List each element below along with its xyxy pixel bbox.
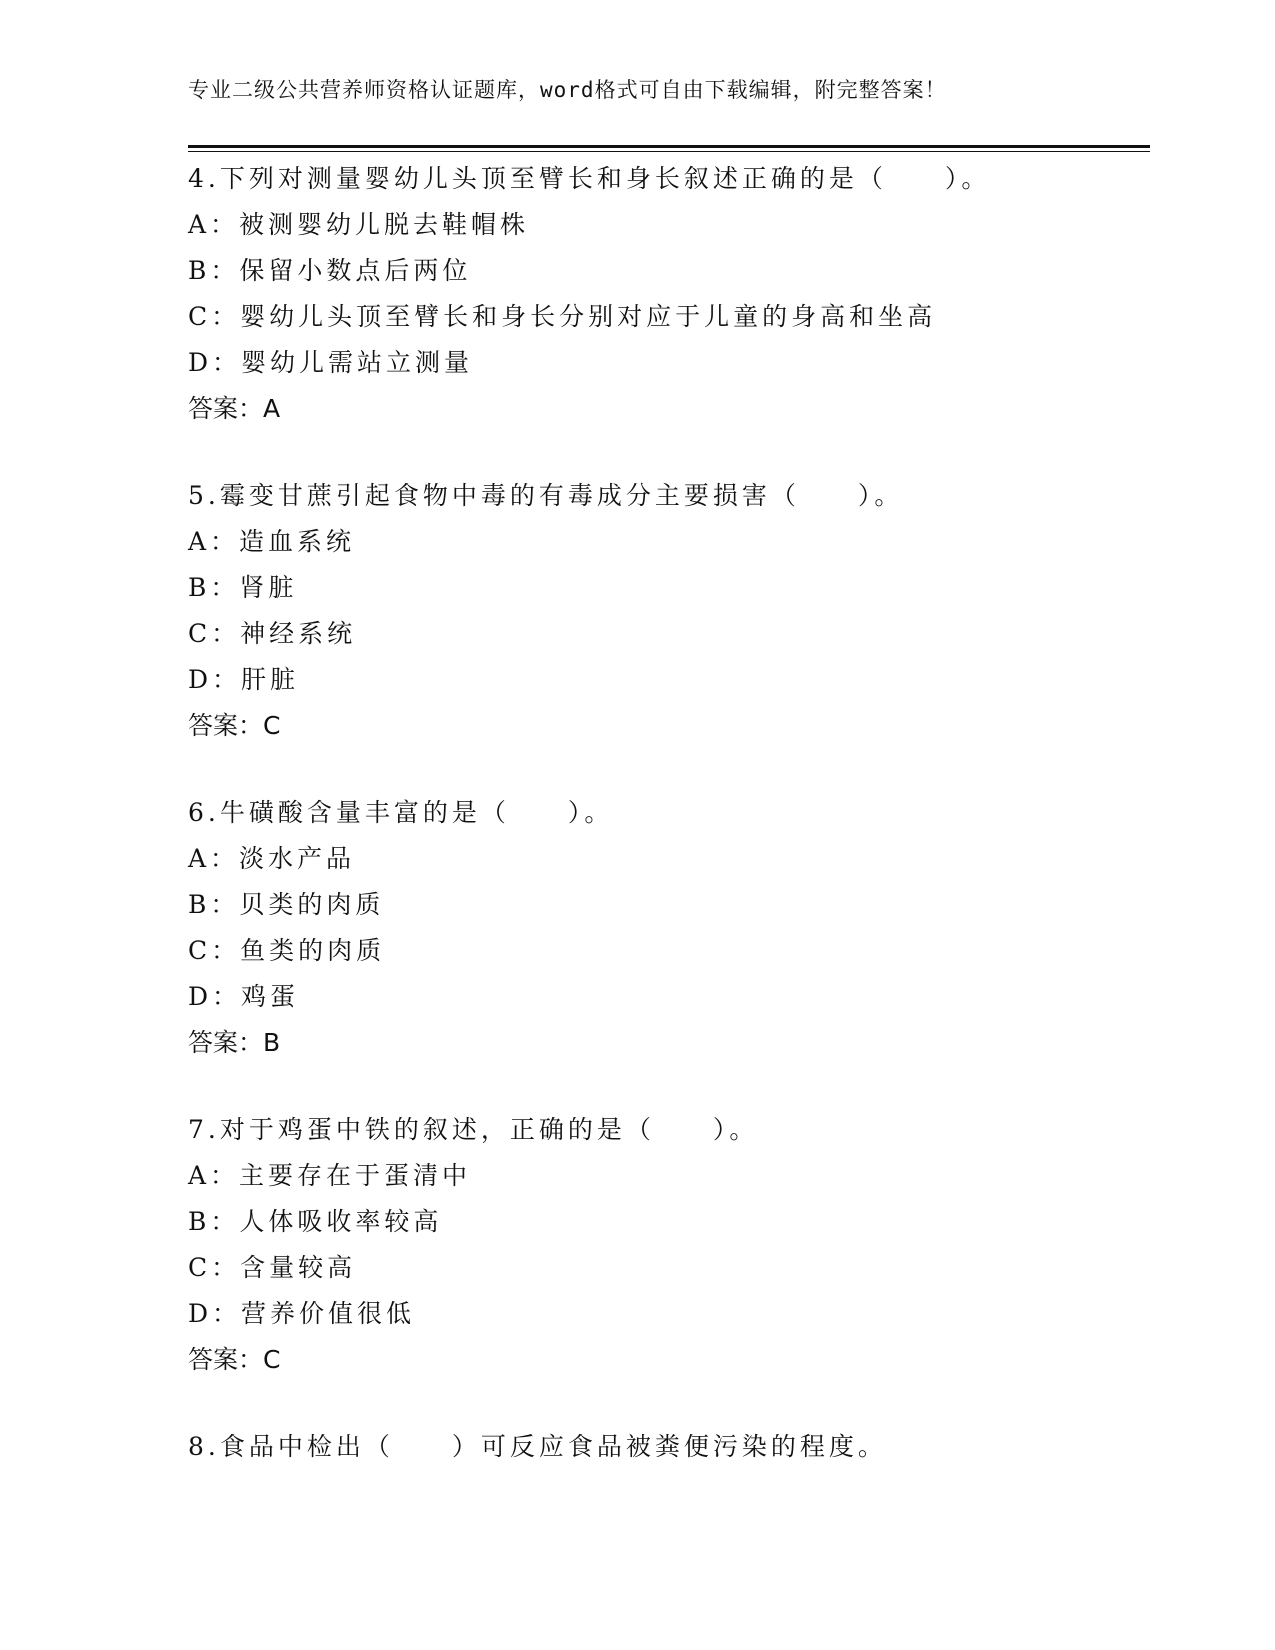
question-block — [188, 790, 1150, 1066]
question-stem: 4.下列对测量婴幼儿头顶至臂长和身长叙述正确的是（ ）。 — [188, 164, 991, 193]
question-stem: 6.牛磺酸含量丰富的是（ ）。 — [188, 798, 614, 827]
option-b: B：肾脏 — [188, 573, 298, 602]
option-b: B：贝类的肉质 — [188, 890, 385, 919]
option-a: A：主要存在于蛋清中 — [188, 1161, 472, 1190]
header-divider-thick — [188, 145, 1150, 148]
page-header: 专业二级公共营养师资格认证题库，word格式可自由下载编辑，附完整答案！ — [188, 78, 947, 102]
option-c: C：含量较高 — [188, 1253, 357, 1282]
answer: 答案：B — [188, 1028, 281, 1057]
answer: 答案：C — [188, 1345, 281, 1374]
option-a: A：被测婴幼儿脱去鞋帽株 — [188, 210, 530, 239]
answer: 答案：A — [188, 394, 281, 423]
question-block — [188, 1107, 1150, 1383]
question-block — [188, 156, 1150, 432]
option-b: B：人体吸收率较高 — [188, 1207, 443, 1236]
option-d: D：营养价值很低 — [188, 1299, 416, 1328]
question-block — [188, 473, 1150, 749]
question-block — [188, 1424, 1150, 1470]
option-a: A：造血系统 — [188, 527, 356, 556]
option-d: D：婴幼儿需站立测量 — [188, 348, 474, 377]
header-divider-thin — [188, 151, 1150, 152]
option-d: D：肝脏 — [188, 665, 300, 694]
answer: 答案：C — [188, 711, 281, 740]
option-c: C：婴幼儿头顶至臂长和身长分别对应于儿童的身高和坐高 — [188, 302, 937, 331]
option-b: B：保留小数点后两位 — [188, 256, 472, 285]
option-d: D：鸡蛋 — [188, 982, 300, 1011]
question-stem: 7.对于鸡蛋中铁的叙述，正确的是（ ）。 — [188, 1115, 759, 1144]
option-c: C：鱼类的肉质 — [188, 936, 386, 965]
question-stem: 5.霉变甘蔗引起食物中毒的有毒成分主要损害（ ）。 — [188, 481, 904, 510]
option-a: A：淡水产品 — [188, 844, 356, 873]
option-c: C：神经系统 — [188, 619, 357, 648]
question-stem: 8.食品中检出（ ）可反应食品被粪便污染的程度。 — [188, 1432, 887, 1461]
